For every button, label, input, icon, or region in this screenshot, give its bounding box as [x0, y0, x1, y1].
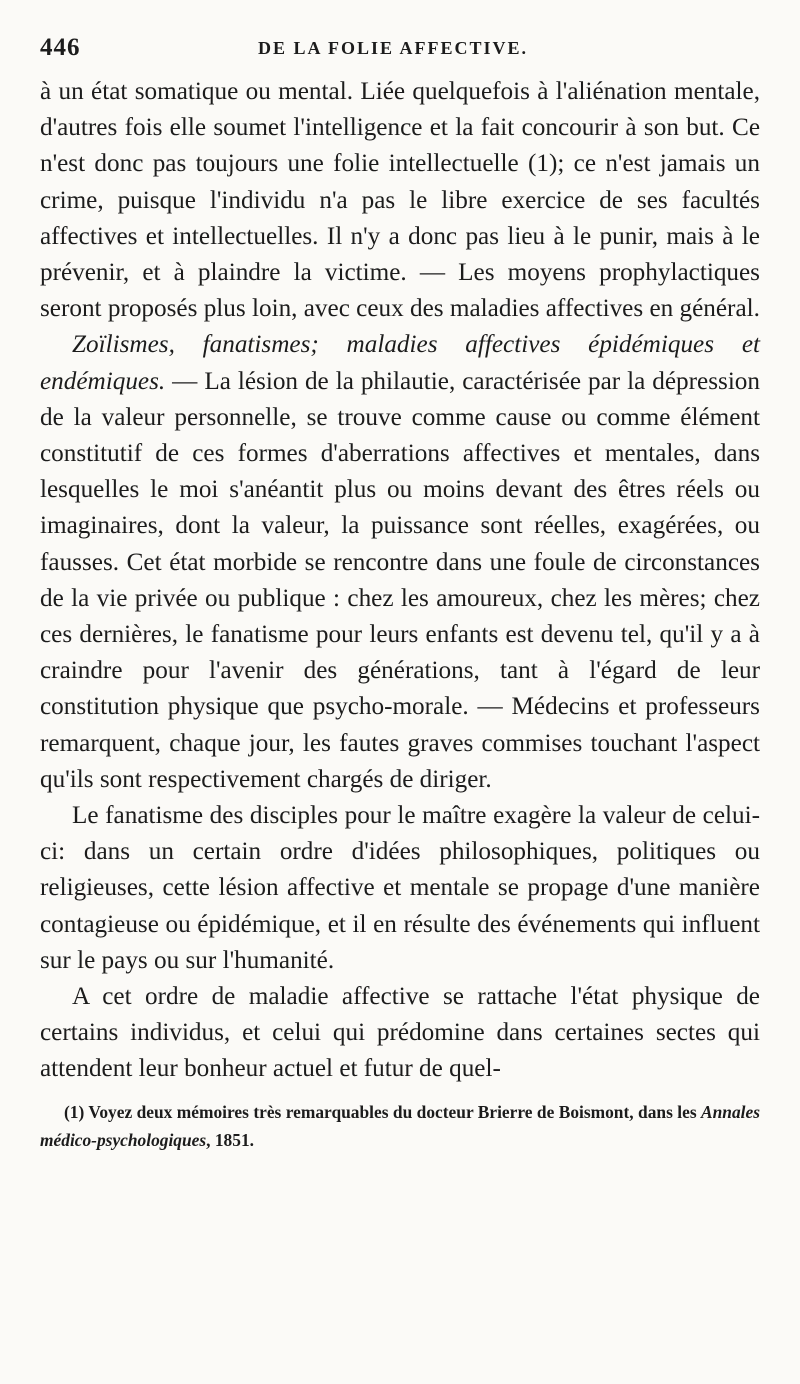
paragraph-3: Le fanatisme des disciples pour le maître exagère la valeur de celui-ci: dans un certain ordre d'idées philosophiques, politiques ou religieuses, cette lésion affective et mentale se propage d'une manière contagieuse ou épidémique, et il en résulte des événements qui influent sur le pays ou sur l'humanité.: [40, 802, 760, 974]
section-heading: Zoïlismes, fanatismes; maladies affectives épidémiques et endémiques.: [40, 331, 760, 395]
body-text: [40, 74, 760, 1088]
paragraph-4: A cet ordre de maladie affective se rattache l'état physique de certains individus, et celui qui prédomine dans certaines sectes qui attendent leur bonheur actuel et futur de quel-: [40, 983, 760, 1083]
footnote-journal: Annales médico-psychologiques: [40, 1101, 760, 1150]
paragraph-1: à un état somatique ou mental. Liée quelquefois à l'aliénation mentale, d'autres fois elle soumet l'intelligence et la fait concourir à son but. Ce n'est donc pas toujours une folie intellectuelle (1); ce n'est jamais un crime, puisque l'individu n'a pas le libre exercice de ses facultés affectives et intellectuelles. Il n'y a donc pas lieu à le punir, mais à le prévenir, et à plaindre la victime. — Les moyens prophylactiques seront proposés plus loin, avec ceux des maladies affectives en général.: [40, 78, 760, 323]
running-title: DE LA FOLIE AFFECTIVE.: [258, 38, 529, 58]
paragraph-2: [40, 327, 760, 798]
page-header: [40, 30, 760, 70]
page-number: 446: [40, 34, 81, 61]
footnote-text: (1) Voyez deux mémoires très remarquables du docteur Brierre de Boismont, dans les: [64, 1101, 702, 1122]
footnote-1: [40, 1098, 760, 1154]
footnotes: [40, 1098, 760, 1154]
paragraph-2-text: — La lésion de la philautie, caractérisée par la dépression de la valeur personnelle, se trouve comme cause ou comme élément constitutif de ces formes d'aberrations affectives et mentales, dans lesquelles le moi s'anéantit plus ou moins devant des êtres réels ou imaginaires, dont la valeur, la puissance sont réelles, exagérées, ou fausses. Cet état morbide se rencontre dans une foule de circonstances de la vie privée ou publique : chez les amoureux, chez les mères; chez ces dernières, le fanatisme pour leurs enfants est devenu tel, qu'il y a à craindre pour l'avenir des générations, tant à l'égard de leur constitution physique que psycho-morale. — Médecins et professeurs remarquent, chaque jour, les fautes graves commises touchant l'aspect qu'ils sont respectivement chargés de diriger.: [40, 367, 760, 793]
footnote-date: , 1851.: [206, 1129, 254, 1150]
